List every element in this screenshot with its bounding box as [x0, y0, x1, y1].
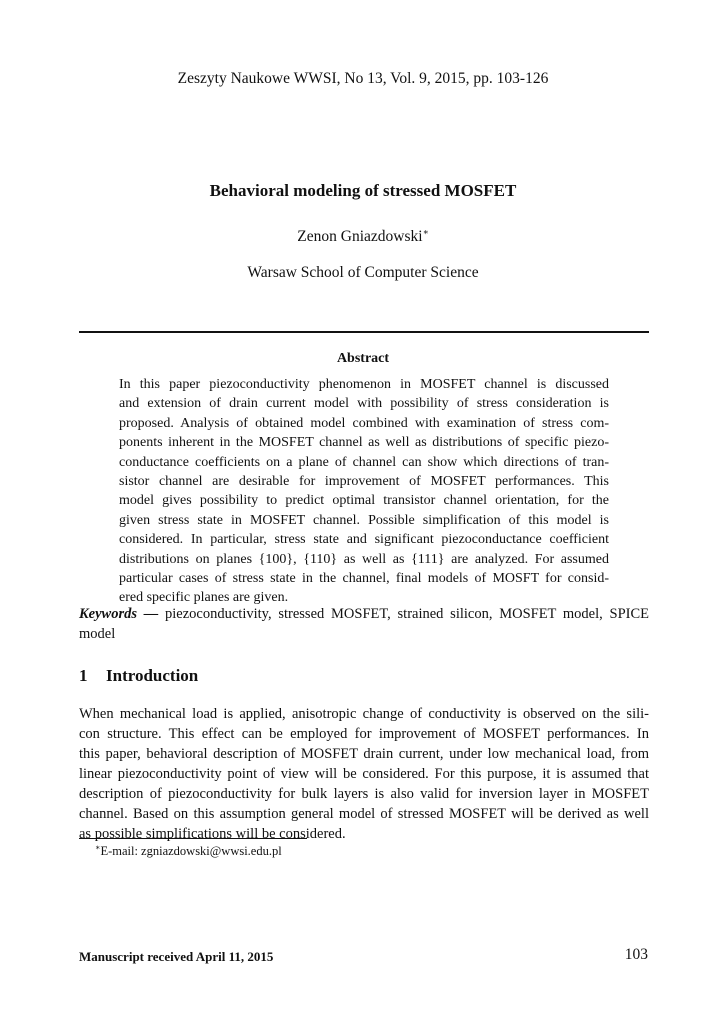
intro-line: channel. Based on this assumption general model of stressed MOSFET will be derived as well — [79, 806, 649, 822]
abstract-line: In this paper piezoconductivity phenomenon in MOSFET channel is discussed — [119, 377, 609, 392]
footnote — [95, 843, 282, 859]
intro-line: linear piezoconductivity point of view will be considered. For this purpose, it is assumed that — [79, 766, 649, 782]
abstract-line: particular cases of stress state in the channel, final models of MOSFT for consid- — [119, 571, 609, 587]
section-heading — [79, 666, 198, 686]
journal-header: Zeszyty Naukowe WWSI, No 13, Vol. 9, 2015, pp. 103-126 — [177, 70, 549, 87]
abstract-line: ered specific planes are given. — [119, 590, 289, 606]
abstract-line: considered. In particular, stress state and significant piezoconductance coefficient — [119, 532, 609, 548]
paper-title: Behavioral modeling of stressed MOSFET — [209, 181, 517, 200]
abstract-line: sistor channel are desirable for improvement of MOSFET performances. This — [119, 474, 609, 490]
abstract-line: conductance coefficients on a plane of channel can show which directions of tran- — [119, 454, 609, 470]
intro-line: as possible simplifications will be considered. — [79, 826, 346, 842]
author — [0, 227, 726, 246]
affiliation: Warsaw School of Computer Science — [247, 264, 479, 281]
intro-line: When mechanical load is applied, anisotropic change of conductivity is observed on the sili- — [79, 706, 649, 722]
abstract-line: model gives possibility to predict optimal transistor channel orientation, for the — [119, 493, 609, 509]
abstract-body — [119, 375, 609, 608]
footnote-rule — [79, 838, 307, 839]
intro-line: this paper, behavioral description of MOSFET drain current, under low mechanical load, from — [79, 746, 649, 762]
intro-line: description of piezoconductivity for bulk layers is also valid for inversion layer in MOSFET — [79, 786, 649, 802]
author-name: Zenon Gniazdowski — [297, 228, 423, 245]
abstract-line: proposed. Analysis of obtained model combined with examination of stress com- — [119, 415, 609, 431]
intro-line: con structure. This effect can be employed for improvement of MOSFET performances. In — [79, 726, 649, 742]
keywords — [79, 604, 649, 644]
keywords-line — [79, 604, 649, 624]
manuscript-received: Manuscript received April 11, 2015 — [79, 949, 274, 964]
abstract-line: given stress state in MOSFET channel. Possible simplification of this model is — [119, 512, 609, 528]
page-number: 103 — [624, 946, 648, 963]
keywords-text: piezoconductivity, stressed MOSFET, strained silicon, MOSFET model, SPICE — [165, 606, 650, 622]
section-number: 1 — [79, 666, 88, 685]
abstract-line: and extension of drain current model with possibility of stress consideration is — [119, 396, 609, 412]
footnote-text: E-mail: zgniazdowski@wwsi.edu.pl — [100, 844, 282, 858]
section-title: Introduction — [106, 666, 199, 685]
abstract-line: distributions on planes {100}, {110} as well as {111} are analyzed. For assumed — [119, 551, 609, 567]
title-rule — [79, 331, 649, 333]
keywords-line: model — [79, 626, 116, 642]
keywords-label: Keywords — — [79, 606, 159, 622]
intro-paragraph — [79, 704, 649, 844]
footnote-mark: ∗ — [95, 843, 101, 852]
author-footnote-mark: ∗ — [422, 227, 429, 237]
abstract-heading: Abstract — [336, 351, 390, 366]
abstract-line: ponents inherent in the MOSFET channel as well as distributions of specific piezo- — [119, 435, 609, 451]
